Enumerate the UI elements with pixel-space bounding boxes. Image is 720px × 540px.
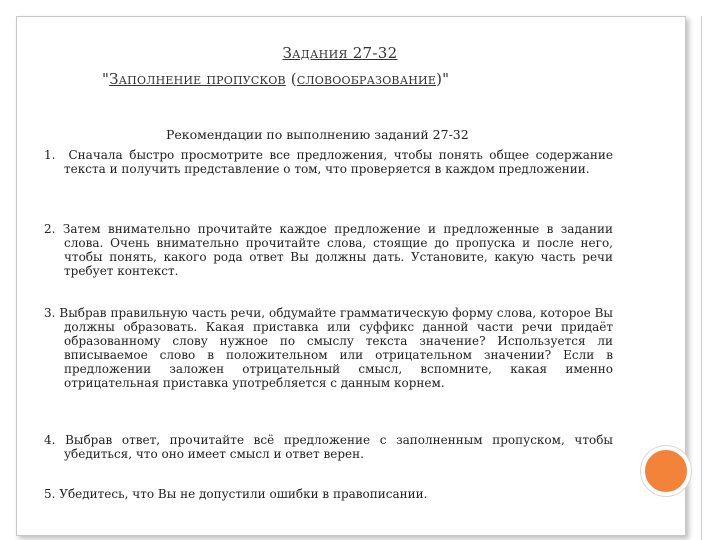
list-item-text: Сначала быстро просмотрите все предложения, чтобы понять общее содержание текста и получить представление о том, что проверяется в каждом предложении. xyxy=(64,148,613,176)
list-item-5 xyxy=(44,487,613,501)
list-item-3 xyxy=(44,306,613,390)
title-quote-close: )" xyxy=(436,70,450,88)
title-part-word-formation: словообразование xyxy=(296,70,437,88)
slide-title xyxy=(60,40,620,92)
title-line-1: Задания 27-32 xyxy=(282,44,398,62)
list-item-number: 3. xyxy=(44,306,56,320)
list-item-text: Выбрав ответ, прочитайте всё предложение с заполненным пропуском, чтобы убедиться, что оно имеет смысл и ответ верен. xyxy=(64,433,613,461)
recommendations-heading: Рекомендации по выполнению заданий 27-32 xyxy=(166,127,469,142)
list-item-text: Выбрав правильную часть речи, обдумайте грамматическую форму слова, которое Вы должны образовать. Какая приставка или суффикс данной части речи придаёт образованному слову нужное по смыслу текста значение? Используется ли вписываемое слово в положительном или отрицательном значении? Если в предложении заложен отрицательный смысл, вспомните, какая именно отрицательная приставка употребляется с данным корнем. xyxy=(59,306,613,390)
list-item-number: 1. xyxy=(44,148,56,162)
list-item-2 xyxy=(44,222,613,278)
list-item-1 xyxy=(44,148,613,176)
list-item-number: 4. xyxy=(44,433,56,447)
list-item-number: 5. xyxy=(44,487,56,501)
orange-circle-decoration xyxy=(641,446,691,496)
title-quote-open: " xyxy=(102,70,110,88)
list-item-4 xyxy=(44,433,613,461)
title-part-fill-gaps: Заполнение пропусков xyxy=(109,70,286,88)
list-item-number: 2. xyxy=(44,222,56,236)
decorative-vertical-line xyxy=(701,16,702,540)
title-line-2 xyxy=(60,66,620,92)
list-item-text: Затем внимательно прочитайте каждое предложение и предложенные в задании слова. Очень внимательно прочитайте слова, стоящие до пропуска и после него, чтобы понять, какого рода ответ Вы должны дать. Установите, какую часть речи требует контекст. xyxy=(62,222,613,278)
list-item-text: Убедитесь, что Вы не допустили ошибки в правописании. xyxy=(59,487,428,501)
title-paren-open: ( xyxy=(285,70,297,88)
